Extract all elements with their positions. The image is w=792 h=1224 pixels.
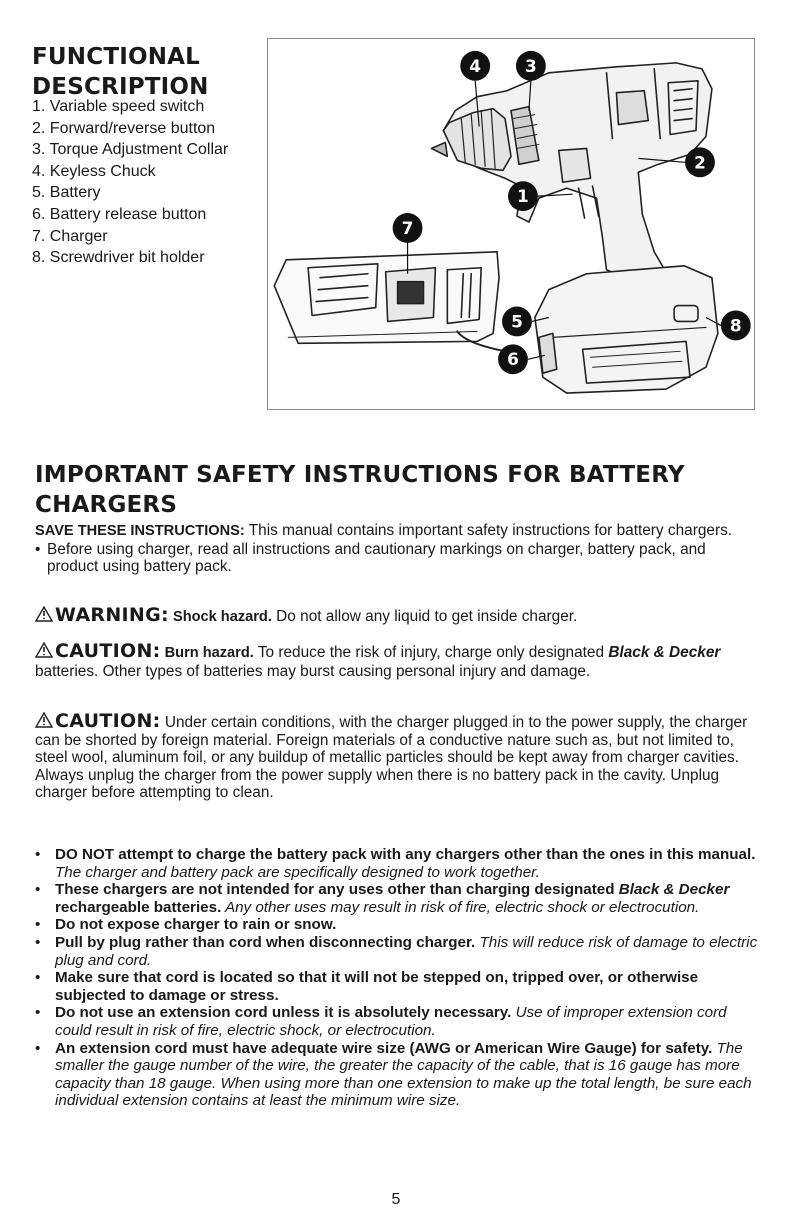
feature-item: 2. Forward/reverse button (32, 119, 216, 137)
caution-triangle-icon (35, 712, 53, 728)
svg-text:5: 5 (511, 311, 523, 332)
feature-item: 5. Battery (32, 184, 101, 202)
callout-6 (498, 344, 528, 374)
feature-item: 1. Variable speed switch (32, 98, 205, 115)
feature-item: 3. Torque Adjustment Collar (32, 141, 229, 159)
rule-italic-text: The charger and battery pack are specifically designed to work together. (55, 863, 540, 881)
rule-bold-text: These chargers are not intended for any uses other than charging designated (55, 881, 619, 899)
callout-2 (685, 147, 715, 177)
rule-italic-text: This will reduce risk of damage to electric plug and cord. (55, 933, 758, 969)
svg-text:2: 2 (694, 152, 706, 173)
drill-body-illustration (443, 63, 712, 282)
page-number: 5 (391, 1191, 401, 1208)
rule-italic-text: Use of improper extension cord could result in risk of fire, electric shock, or electrocution. (55, 1004, 727, 1039)
callout-3 (516, 51, 546, 81)
drill-illustration-figure (267, 38, 755, 410)
caution-text-continued: batteries. Other types of batteries may burst causing personal injury and damage. (35, 662, 591, 680)
rule-bold-text: Do not expose charger to rain or snow. (55, 916, 337, 934)
rule-bold-text: An extension cord must have adequate wire size (AWG or American Wire Gauge) for safety. (55, 1039, 713, 1057)
warning-text: Do not allow any liquid to get inside charger. (271, 608, 578, 625)
caution-lead: Burn hazard. (160, 645, 254, 661)
safety-rules-list (35, 846, 761, 1110)
caution-text: Under certain conditions, with the charger plugged in to the power supply, the charger can be shorted by foreign material. Foreign materials of a conductive nature such as, but not limited to, steel wool, aluminum foil, or any buildup of metallic particles should be kept away from charger cavities. Always unplug the charger from the power supply when there is no battery pack in the cavity. Unplug charger before attempting to clean. (35, 714, 748, 801)
heading-line: DESCRIPTION (32, 74, 209, 100)
svg-text:8: 8 (729, 315, 742, 336)
safety-rule (35, 916, 761, 934)
svg-text:4: 4 (469, 55, 482, 76)
safety-rule (35, 846, 761, 881)
callout-4 (460, 51, 490, 81)
rule-bold-text: Pull by plug rather than cord when disconnecting charger. (55, 933, 476, 951)
feature-item: 7. Charger (32, 227, 108, 245)
callout-8 (721, 311, 751, 341)
safety-rule (35, 1004, 761, 1039)
safety-heading (35, 460, 685, 520)
chuck-illustration (431, 107, 538, 171)
heading-line: FUNCTIONAL (32, 44, 201, 70)
svg-text:7: 7 (401, 217, 414, 238)
feature-item: 8. Screwdriver bit holder (32, 249, 205, 267)
heading-line: CHARGERS (35, 492, 178, 518)
rule-bold-text: Do not use an extension cord unless it is absolutely necessary. (55, 1004, 512, 1022)
caution-burn-paragraph (35, 642, 759, 680)
save-instructions-paragraph (35, 522, 759, 576)
callout-5 (502, 307, 532, 337)
brand-name: Black & Decker (618, 881, 730, 899)
svg-text:3: 3 (525, 55, 537, 76)
rule-bold-text: rechargeable batteries. (55, 898, 222, 916)
svg-text:6: 6 (507, 349, 519, 370)
rule-bold-text: Make sure that cord is located so that it will not be stepped on, tripped over, or otherwise subjected to damage or stress. (55, 969, 699, 1004)
drill-illustration (268, 39, 754, 409)
callout-1 (508, 181, 538, 211)
charger-illustration (274, 252, 517, 353)
battery-illustration (535, 266, 718, 393)
warning-triangle-icon (35, 606, 53, 622)
callout-7 (393, 213, 423, 243)
feature-item: 6. Battery release button (32, 205, 207, 223)
svg-text:1: 1 (517, 186, 529, 207)
rule-bold-text: DO NOT attempt to charge the battery pack with any chargers other than the ones in this manual. (55, 846, 756, 863)
caution-text: To reduce the risk of injury, charge only designated (253, 644, 609, 661)
caution-label: CAUTION: (55, 640, 161, 662)
feature-list (32, 96, 272, 269)
save-instructions-label: SAVE THESE INSTRUCTIONS: (35, 523, 245, 539)
caution-triangle-icon (35, 642, 53, 658)
functional-description-heading (32, 42, 209, 102)
safety-rule (35, 969, 761, 1004)
safety-rule (35, 1040, 761, 1110)
caution-label: CAUTION: (55, 710, 161, 732)
heading-line: IMPORTANT SAFETY INSTRUCTIONS FOR BATTERY (35, 462, 685, 488)
warning-label: WARNING: (55, 604, 169, 626)
feature-item: 4. Keyless Chuck (32, 162, 156, 180)
safety-rule (35, 934, 761, 969)
brand-name: Black & Decker (608, 644, 721, 661)
save-instructions-bullet: • Before using charger, read all instructions and cautionary markings on charger, battery pack, and product using battery pack. (35, 541, 759, 576)
warning-lead: Shock hazard. (168, 609, 272, 625)
caution-short-paragraph (35, 712, 759, 802)
rule-italic-text: The smaller the gauge number of the wire, the greater the capacity of the cable, that is 16 gauge has more capacity than 18 gauge. When using more than one extension to make up the total length, be sure each individual extension contains at least the minimum wire size. (55, 1039, 752, 1110)
warning-paragraph (35, 606, 759, 627)
safety-rule (35, 881, 761, 916)
rule-italic-text: Any other uses may result in risk of fire, electric shock or electrocution. (221, 898, 700, 916)
save-instructions-text: This manual contains important safety instructions for battery chargers. (244, 522, 733, 539)
